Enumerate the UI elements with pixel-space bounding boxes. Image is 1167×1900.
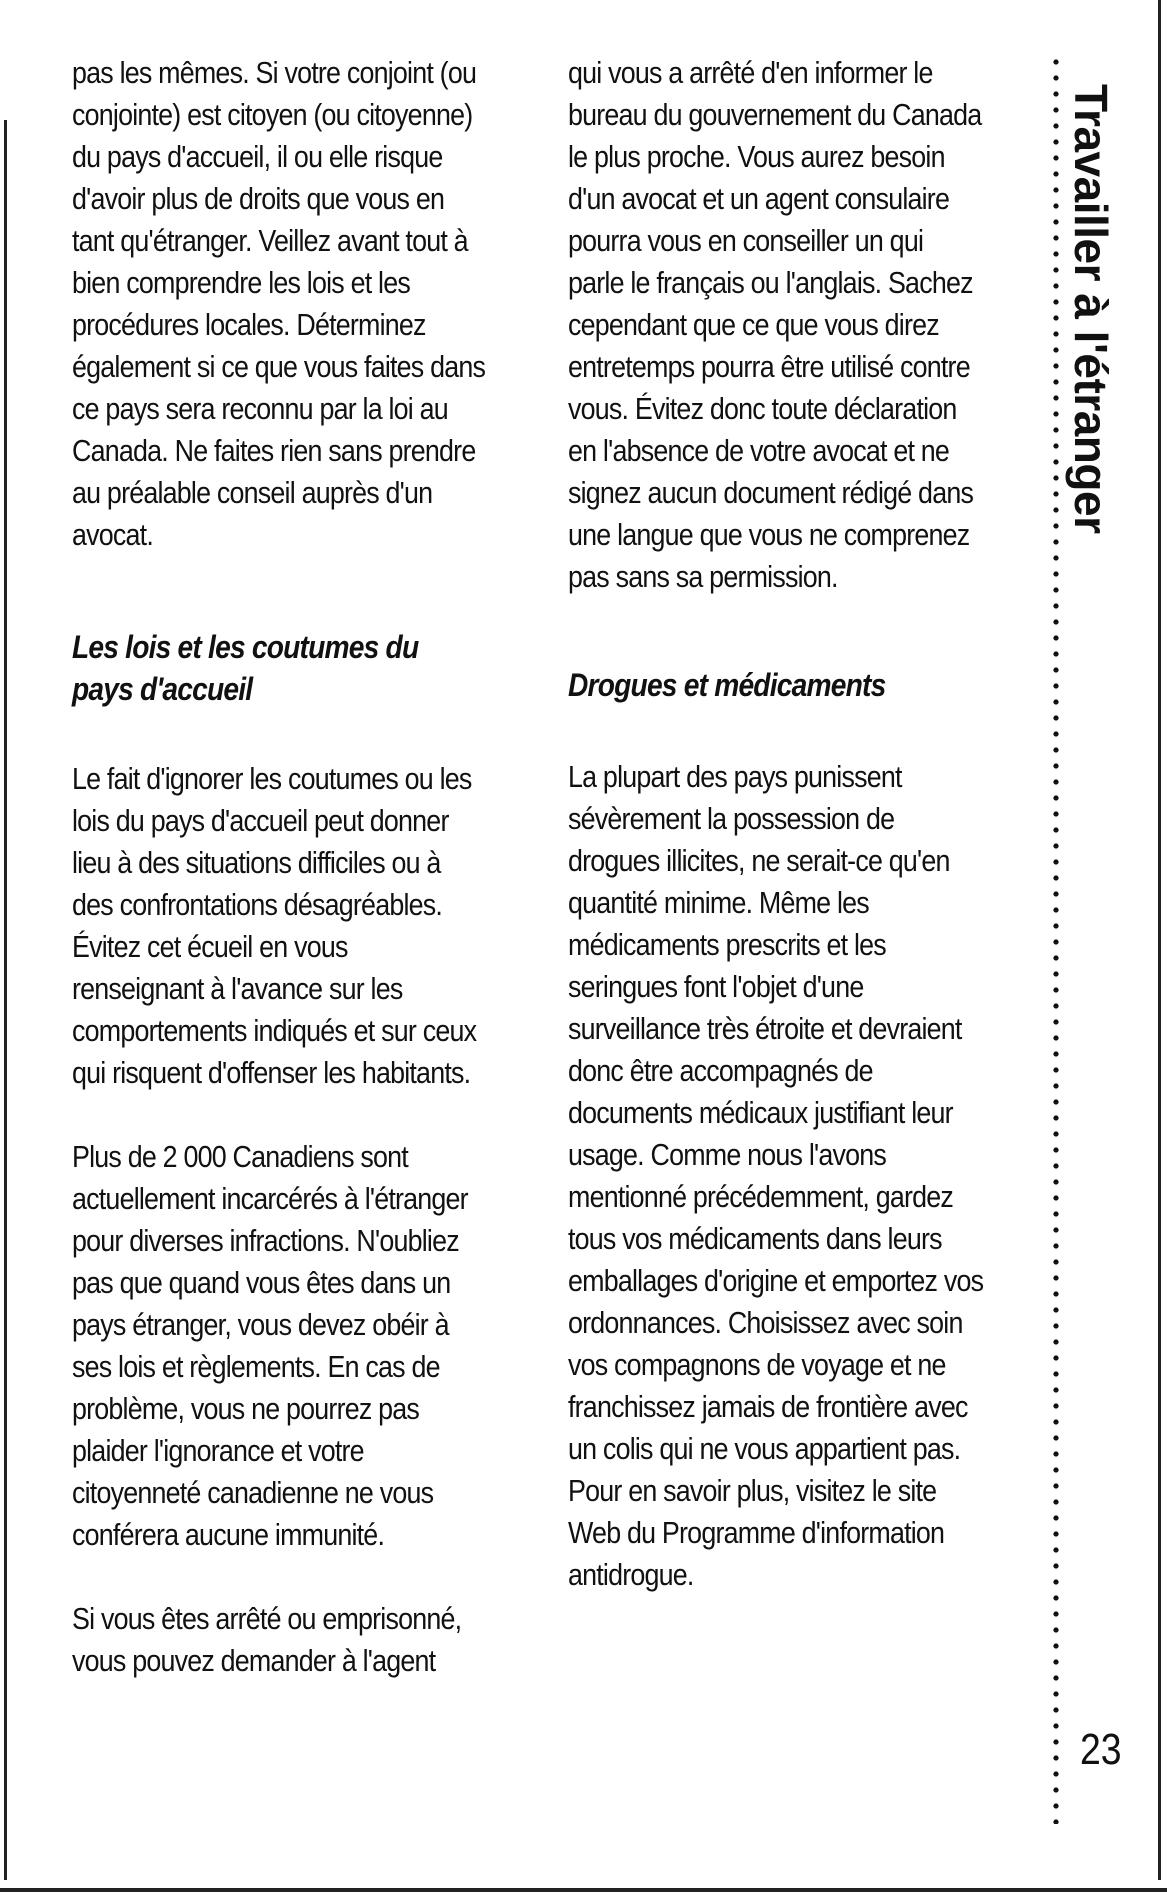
page-edge-right [1158, 0, 1161, 1880]
right-column [568, 52, 985, 1638]
section-heading-laws-customs: Les lois et les coutumes du pays d'accueil [72, 629, 419, 707]
right-paragraph-1: qui vous a arrêté d'en informer le bureau du gouvernement du Canada le plus proche. Vous aurez besoin d'un avocat et un agent consulaire pourra vous en conseiller un qui parle le français ou l'anglais. Sachez cependant que ce que vous direz entretemps pourra être utilisé contre vous. Évitez donc toute déclaration en l'absence de votre avocat et ne signez aucun document rédigé dans une langue que vous ne comprenez pas sans sa permission. [568, 56, 982, 594]
right-paragraph-2: La plupart des pays punissent sévèrement la possession de drogues illicites, ne serait-ce qu'en quantité minime. Même les médicaments prescrits et les seringues font l'objet d'une surveillance très étroite et devraient donc être accompagnés de documents médicaux justifiant leur usage. Comme nous l'avons mentionné précédemment, gardez tous vos médicaments dans leurs emballages d'origine et emportez vos ordonnances. Choisissez avec soin vos compagnons de voyage et ne franchissez jamais de frontière avec un colis qui ne vous appartient pas. Pour en savoir plus, visitez le site Web du Programme d'information antidrogue. [568, 760, 984, 1592]
left-paragraph-3: Plus de 2 000 Canadiens sont actuellement incarcérés à l'étranger pour diverses infractions. N'oubliez pas que quand vous êtes dans un pays étranger, vous devez obéir à ses lois et règlements. En cas de problème, vous ne pourrez pas plaider l'ignorance et votre citoyenneté canadienne ne vous conférera aucune immunité. [72, 1140, 468, 1552]
page-edge-bottom [0, 1888, 1167, 1892]
left-paragraph-1: pas les mêmes. Si votre conjoint (ou conjointe) est citoyen (ou citoyenne) du pays d'accueil, il ou elle risque d'avoir plus de droits que vous en tant qu'étranger. Veillez avant tout à bien comprendre les lois et les procédures locales. Déterminez également si ce que vous faites dans ce pays sera reconnu par la loi au Canada. Ne faites rien sans prendre au préalable conseil auprès d'un avocat. [72, 56, 486, 552]
dotted-divider [1052, 54, 1060, 1824]
left-paragraph-2: Le fait d'ignorer les coutumes ou les lois du pays d'accueil peut donner lieu à des situations difficiles ou à des confrontations désagréables. Évitez cet écueil en vous renseignant à l'avance sur les comportements indiqués et sur ceux qui risquent d'offenser les habitants. [72, 762, 477, 1090]
page-number: 23 [1080, 1725, 1122, 1774]
running-section-title: Travailler à l'étranger [1065, 84, 1117, 534]
left-column [72, 52, 486, 1724]
left-paragraph-4: Si vous êtes arrêté ou emprisonné, vous pouvez demander à l'agent [72, 1602, 462, 1678]
page-edge-left [4, 120, 7, 1880]
section-heading-drugs-medications: Drogues et médicaments [568, 667, 886, 703]
